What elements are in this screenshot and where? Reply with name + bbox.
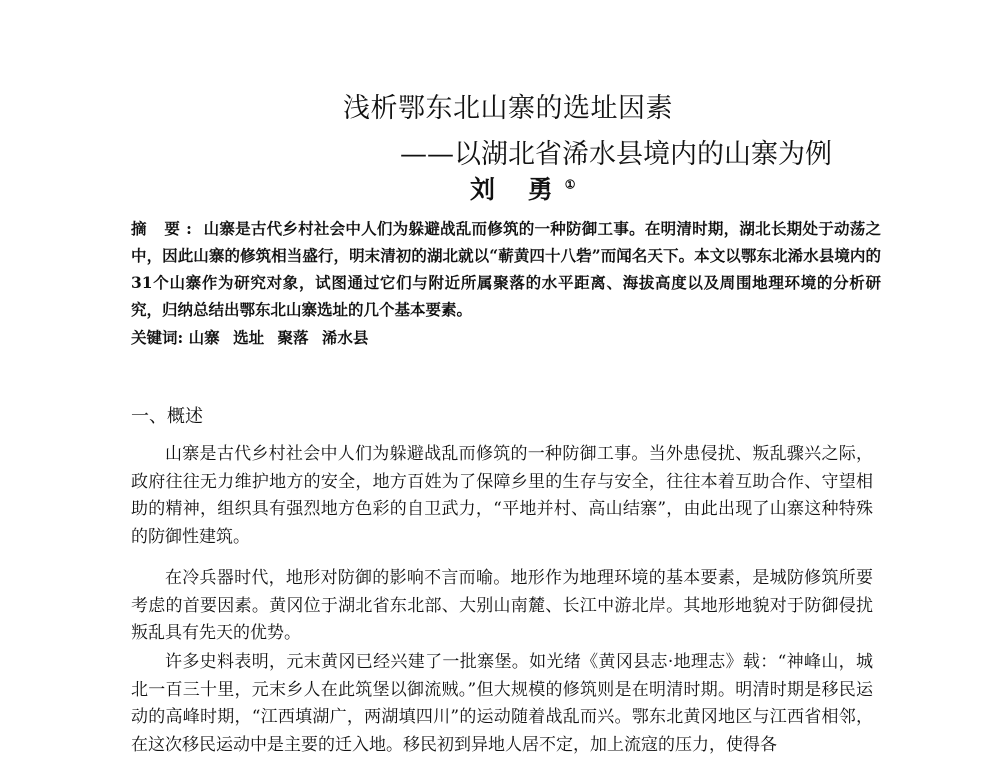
section-heading: 一、概述 — [131, 406, 203, 427]
paper-title: 浅析鄂东北山寨的选址因素 — [343, 93, 673, 124]
body-paragraph-1 — [131, 441, 873, 551]
author-line — [470, 170, 575, 206]
keyword-item: 选址 — [233, 328, 265, 347]
abstract-text: 山寨是古代乡村社会中人们为躲避战乱而修筑的一种防御工事。在明清时期，湖北长期处于动荡之中，因此山寨的修筑相当盛行，明末清初的湖北就以“蕲黄四十八砦”而闻名天下。本文以鄂东北浠水县境内的31个山寨作为研究对象，试图通过它们与附近所属聚落的水平距离、海拔高度以及周围地理环境的分析研究，归纳总结出鄂东北山寨选址的几个基本要素。 — [131, 219, 881, 319]
keyword-item: 山寨 — [188, 328, 220, 347]
keyword-item: 浠水县 — [321, 328, 369, 347]
body-paragraph-3 — [131, 649, 873, 759]
abstract-label: 摘 要: — [131, 219, 198, 238]
author-name: 刘 勇 — [470, 175, 565, 204]
paragraph-text: 山寨是古代乡村社会中人们为躲避战乱而修筑的一种防御工事。当外患侵扰、叛乱骤兴之际，政府往往无力维护地方的安全，地方百姓为了保障乡里的生存与安全，往往本着互助合作、守望相助的精神，组织具有强烈地方色彩的自卫武力，“平地并村、高山结寨”，由此出现了山寨这种特殊的防御性建筑。 — [131, 444, 873, 547]
paragraph-text: 在冷兵器时代，地形对防御的影响不言而喻。地形作为地理环境的基本要素，是城防修筑所要考虑的首要因素。黄冈位于湖北省东北部、大别山南麓、长江中游北岸。其地形地貌对于防御侵扰叛乱具有先天的优势。 — [131, 568, 873, 643]
keyword-item: 聚落 — [277, 328, 309, 347]
keywords-label: 关键词: — [131, 328, 184, 347]
keywords — [131, 326, 881, 348]
paragraph-text: 许多史料表明，元末黄冈已经兴建了一批寨堡。如光绪《黄冈县志·地理志》载：“神峰山，城北一百三十里，元末乡人在此筑堡以御流贼。”但大规模的修筑则是在明清时期。明清时期是移民运动的高峰时期，“江西填湖广，两湖填四川”的运动随着战乱而兴。鄂东北黄冈地区与江西省相邻，在这次移民运动中是主要的迁入地。移民初到异地人居不定，加上流寇的压力，使得各 — [131, 652, 873, 755]
body-paragraph-2 — [131, 565, 873, 648]
abstract — [131, 215, 881, 323]
paper-subtitle: ——以湖北省浠水县境内的山寨为例 — [400, 139, 832, 170]
author-footnote-mark: ① — [564, 177, 576, 192]
